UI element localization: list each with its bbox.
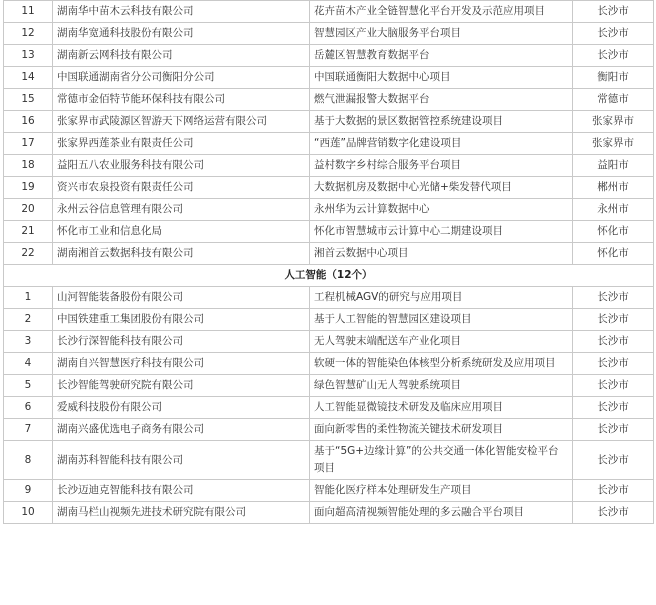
company-name: 长沙智能驾驶研究院有限公司 — [53, 375, 310, 397]
project-name: 湘首云数据中心项目 — [310, 243, 573, 265]
row-number: 7 — [4, 419, 53, 441]
table-row — [4, 375, 654, 397]
row-number: 12 — [4, 23, 53, 45]
city-name: 张家界市 — [573, 133, 654, 155]
company-name: 张家界西莲茶业有限责任公司 — [53, 133, 310, 155]
project-name: 智慧园区产业大脑服务平台项目 — [310, 23, 573, 45]
company-name: 长沙迈迪克智能科技有限公司 — [53, 480, 310, 502]
city-name: 永州市 — [573, 199, 654, 221]
table-row — [4, 287, 654, 309]
table-row — [4, 199, 654, 221]
city-name: 常德市 — [573, 89, 654, 111]
table-row — [4, 89, 654, 111]
table-row — [4, 23, 654, 45]
project-name: 基于大数据的景区数据管控系统建设项目 — [310, 111, 573, 133]
section-row-ai — [4, 265, 654, 287]
table-row — [4, 331, 654, 353]
project-name: 永州华为云计算数据中心 — [310, 199, 573, 221]
company-name: 资兴市农泉投资有限责任公司 — [53, 177, 310, 199]
project-name: 大数据机房及数据中心光储+柴发替代项目 — [310, 177, 573, 199]
project-table — [3, 0, 654, 524]
table-row — [4, 67, 654, 89]
city-name: 长沙市 — [573, 331, 654, 353]
city-name: 长沙市 — [573, 353, 654, 375]
table-row — [4, 155, 654, 177]
city-name: 益阳市 — [573, 155, 654, 177]
project-name: 基于“5G+边缘计算”的公共交通一体化智能安检平台项目 — [310, 441, 573, 480]
company-name: 湖南湘首云数据科技有限公司 — [53, 243, 310, 265]
row-number: 17 — [4, 133, 53, 155]
table-row — [4, 353, 654, 375]
project-name: 燃气泄漏报警大数据平台 — [310, 89, 573, 111]
company-name: 张家界市武陵源区智游天下网络运营有限公司 — [53, 111, 310, 133]
row-number: 2 — [4, 309, 53, 331]
row-number: 19 — [4, 177, 53, 199]
table-row — [4, 111, 654, 133]
city-name: 怀化市 — [573, 221, 654, 243]
section-header-rows — [4, 265, 654, 287]
project-name: 无人驾驶末端配送车产业化项目 — [310, 331, 573, 353]
row-number: 6 — [4, 397, 53, 419]
city-name: 长沙市 — [573, 23, 654, 45]
table-row — [4, 133, 654, 155]
company-name: 湖南自兴智慧医疗科技有限公司 — [53, 353, 310, 375]
city-name: 长沙市 — [573, 502, 654, 524]
row-number: 15 — [4, 89, 53, 111]
company-name: 永州云谷信息管理有限公司 — [53, 199, 310, 221]
project-name: 人工智能显微镜技术研发及临床应用项目 — [310, 397, 573, 419]
table-row — [4, 45, 654, 67]
project-name: 怀化市智慧城市云计算中心二期建设项目 — [310, 221, 573, 243]
company-name: 湖南华宽通科技股份有限公司 — [53, 23, 310, 45]
project-name: 益村数字乡村综合服务平台项目 — [310, 155, 573, 177]
company-name: 爱威科技股份有限公司 — [53, 397, 310, 419]
project-name: 软硬一体的智能染色体核型分析系统研发及应用项目 — [310, 353, 573, 375]
company-name: 常德市金佰特节能环保科技有限公司 — [53, 89, 310, 111]
project-name: “西莲”品牌营销数字化建设项目 — [310, 133, 573, 155]
city-name: 怀化市 — [573, 243, 654, 265]
company-name: 湖南华中苗木云科技有限公司 — [53, 1, 310, 23]
section-title: 人工智能（12个） — [4, 265, 654, 287]
company-name: 中国铁建重工集团股份有限公司 — [53, 309, 310, 331]
ai-rows — [4, 287, 654, 524]
company-name: 湖南马栏山视频先进技术研究院有限公司 — [53, 502, 310, 524]
project-name: 岳麓区智慧教育数据平台 — [310, 45, 573, 67]
city-name: 长沙市 — [573, 45, 654, 67]
project-name: 中国联通衡阳大数据中心项目 — [310, 67, 573, 89]
table-row — [4, 480, 654, 502]
city-name: 张家界市 — [573, 111, 654, 133]
row-number: 16 — [4, 111, 53, 133]
city-name: 长沙市 — [573, 480, 654, 502]
row-number: 3 — [4, 331, 53, 353]
row-number: 22 — [4, 243, 53, 265]
project-name: 绿色智慧矿山无人驾驶系统项目 — [310, 375, 573, 397]
project-name: 面向超高清视频智能处理的多云融合平台项目 — [310, 502, 573, 524]
company-name: 湖南苏科智能科技有限公司 — [53, 441, 310, 480]
company-name: 山河智能装备股份有限公司 — [53, 287, 310, 309]
project-name: 智能化医疗样本处理研发生产项目 — [310, 480, 573, 502]
row-number: 10 — [4, 502, 53, 524]
city-name: 郴州市 — [573, 177, 654, 199]
table-row — [4, 397, 654, 419]
project-name: 工程机械AGV的研究与应用项目 — [310, 287, 573, 309]
big-data-rows — [4, 1, 654, 265]
city-name: 长沙市 — [573, 441, 654, 480]
row-number: 20 — [4, 199, 53, 221]
row-number: 11 — [4, 1, 53, 23]
row-number: 18 — [4, 155, 53, 177]
table-row — [4, 309, 654, 331]
project-name: 基于人工智能的智慧园区建设项目 — [310, 309, 573, 331]
city-name: 衡阳市 — [573, 67, 654, 89]
row-number: 8 — [4, 441, 53, 480]
company-name: 益阳五八农业服务科技有限公司 — [53, 155, 310, 177]
row-number: 1 — [4, 287, 53, 309]
table-row — [4, 221, 654, 243]
row-number: 13 — [4, 45, 53, 67]
city-name: 长沙市 — [573, 287, 654, 309]
table-row — [4, 177, 654, 199]
company-name: 湖南兴盛优选电子商务有限公司 — [53, 419, 310, 441]
company-name: 中国联通湖南省分公司衡阳分公司 — [53, 67, 310, 89]
row-number: 4 — [4, 353, 53, 375]
row-number: 5 — [4, 375, 53, 397]
city-name: 长沙市 — [573, 397, 654, 419]
city-name: 长沙市 — [573, 309, 654, 331]
row-number: 14 — [4, 67, 53, 89]
table-row — [4, 441, 654, 480]
company-name: 湖南新云网科技有限公司 — [53, 45, 310, 67]
row-number: 21 — [4, 221, 53, 243]
city-name: 长沙市 — [573, 1, 654, 23]
table-row — [4, 1, 654, 23]
company-name: 长沙行深智能科技有限公司 — [53, 331, 310, 353]
project-name: 面向新零售的柔性物流关键技术研发项目 — [310, 419, 573, 441]
table-row — [4, 502, 654, 524]
table-row — [4, 243, 654, 265]
project-name: 花卉苗木产业全链智慧化平台开发及示范应用项目 — [310, 1, 573, 23]
city-name: 长沙市 — [573, 419, 654, 441]
row-number: 9 — [4, 480, 53, 502]
company-name: 怀化市工业和信息化局 — [53, 221, 310, 243]
table-row — [4, 419, 654, 441]
city-name: 长沙市 — [573, 375, 654, 397]
